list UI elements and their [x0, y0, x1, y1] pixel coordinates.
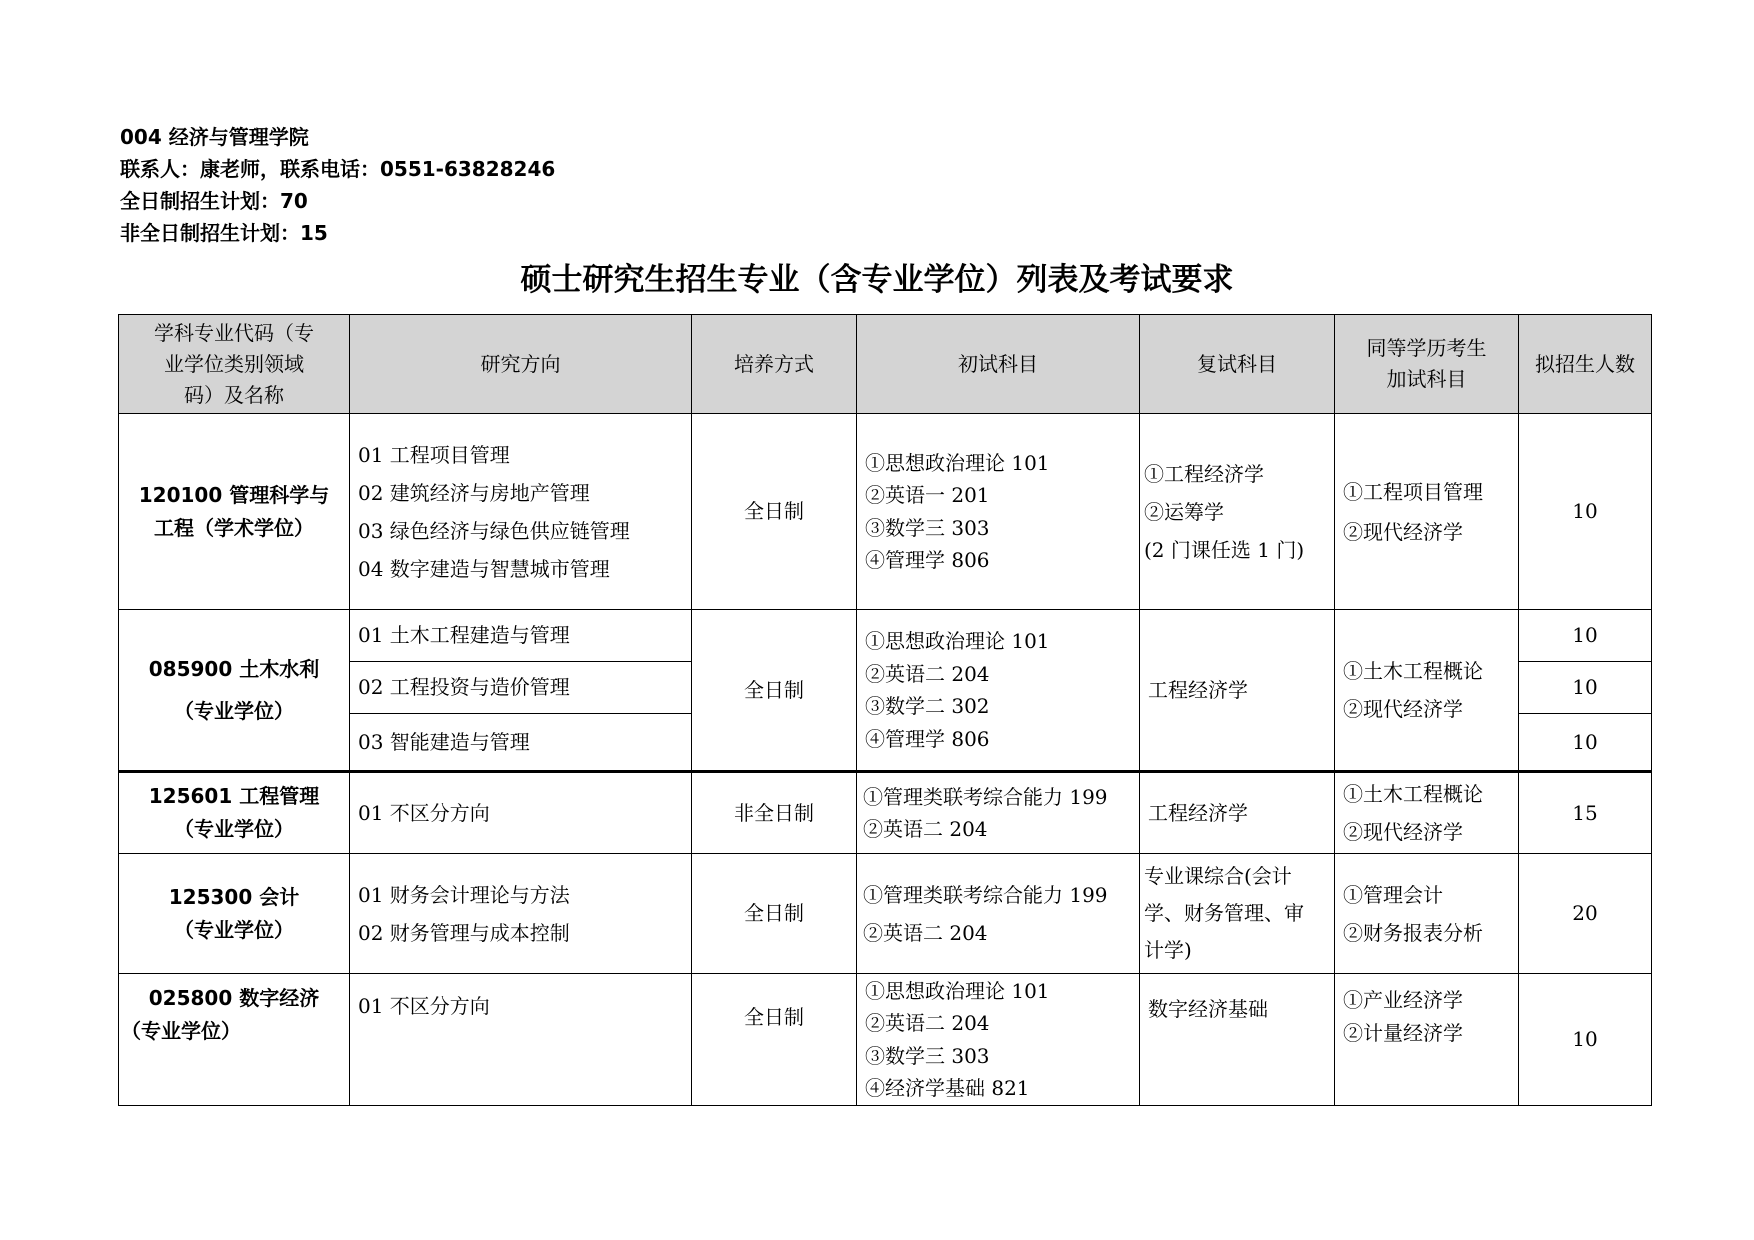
header-research-direction: 研究方向: [350, 315, 692, 414]
retest-cell: 工程经济学: [1140, 772, 1335, 854]
direction-cell: 03 智能建造与管理: [350, 714, 692, 772]
retest-cell: 专业课综合(会计 学、财务管理、审 计学): [1140, 854, 1335, 974]
initial-exam-cell: ①思想政治理论 101 ②英语二 204 ③数学二 302 ④管理学 806: [857, 610, 1140, 772]
quota-cell: 20: [1519, 854, 1652, 974]
quota-cell: 10: [1519, 974, 1652, 1106]
mode-cell: 全日制: [692, 974, 857, 1106]
direction-cell: 01 财务会计理论与方法 02 财务管理与成本控制: [350, 854, 692, 974]
table-row: [119, 414, 1652, 610]
college-info: [120, 121, 555, 249]
parttime-plan: 非全日制招生计划：15: [120, 221, 328, 245]
direction-cell: 01 不区分方向: [350, 974, 692, 1106]
header-retest-subjects: 复试科目: [1140, 315, 1335, 414]
page-title: 硕士研究生招生专业（含专业学位）列表及考试要求: [520, 262, 1234, 298]
header-study-mode: 培养方式: [692, 315, 857, 414]
extra-exam-cell: ①管理会计 ②财务报表分析: [1335, 854, 1519, 974]
initial-exam-cell: ①思想政治理论 101 ②英语一 201 ③数学三 303 ④管理学 806: [857, 414, 1140, 610]
mode-cell: 全日制: [692, 610, 857, 772]
quota-cell: 15: [1519, 772, 1652, 854]
table-row: [119, 974, 1652, 1106]
initial-exam-cell: ①管理类联考综合能力 199 ②英语二 204: [857, 854, 1140, 974]
header-program-code: 学科专业代码（专 业学位类别领域 码）及名称: [119, 315, 350, 414]
header-initial-exams: 初试科目: [857, 315, 1140, 414]
direction-cell: 01 土木工程建造与管理: [350, 610, 692, 662]
header-quota: 拟招生人数: [1519, 315, 1652, 414]
initial-exam-cell: ①思想政治理论 101 ②英语二 204 ③数学三 303 ④经济学基础 821: [857, 974, 1140, 1106]
program-cell: 125300 会计 （专业学位）: [119, 854, 350, 974]
mode-cell: 非全日制: [692, 772, 857, 854]
quota-cell: 10: [1519, 610, 1652, 662]
retest-cell: ①工程经济学 ②运筹学 (2 门课任选 1 门): [1140, 414, 1335, 610]
table-row: [119, 772, 1652, 854]
quota-cell: 10: [1519, 662, 1652, 714]
mode-cell: 全日制: [692, 414, 857, 610]
fulltime-plan: 全日制招生计划：70: [120, 189, 308, 213]
contact-info: 联系人：康老师，联系电话：0551-63828246: [120, 157, 556, 181]
table-row: [119, 854, 1652, 974]
extra-exam-cell: ①土木工程概论 ②现代经济学: [1335, 610, 1519, 772]
program-cell: 085900 土木水利 （专业学位）: [119, 610, 350, 772]
extra-exam-cell: ①产业经济学 ②计量经济学: [1335, 974, 1519, 1106]
program-cell: 120100 管理科学与 工程（学术学位）: [119, 414, 350, 610]
quota-cell: 10: [1519, 714, 1652, 772]
direction-cell: 02 工程投资与造价管理: [350, 662, 692, 714]
direction-cell: 01 不区分方向: [350, 772, 692, 854]
admissions-table: [118, 314, 1652, 1106]
extra-exam-cell: ①土木工程概论 ②现代经济学: [1335, 772, 1519, 854]
program-cell: 025800 数字经济 （专业学位）: [119, 974, 350, 1106]
quota-cell: 10: [1519, 414, 1652, 610]
retest-cell: 数字经济基础: [1140, 974, 1335, 1106]
program-cell: 125601 工程管理 （专业学位）: [119, 772, 350, 854]
college-name: 004 经济与管理学院: [120, 125, 309, 149]
mode-cell: 全日制: [692, 854, 857, 974]
table-row: [119, 610, 1652, 662]
header-extra-exams: 同等学历考生 加试科目: [1335, 315, 1519, 414]
direction-cell: 01 工程项目管理 02 建筑经济与房地产管理 03 绿色经济与绿色供应链管理 04 数字建造与智慧城市管理: [350, 414, 692, 610]
retest-cell: 工程经济学: [1140, 610, 1335, 772]
initial-exam-cell: ①管理类联考综合能力 199 ②英语二 204: [857, 772, 1140, 854]
extra-exam-cell: ①工程项目管理 ②现代经济学: [1335, 414, 1519, 610]
table-header-row: [119, 315, 1652, 414]
